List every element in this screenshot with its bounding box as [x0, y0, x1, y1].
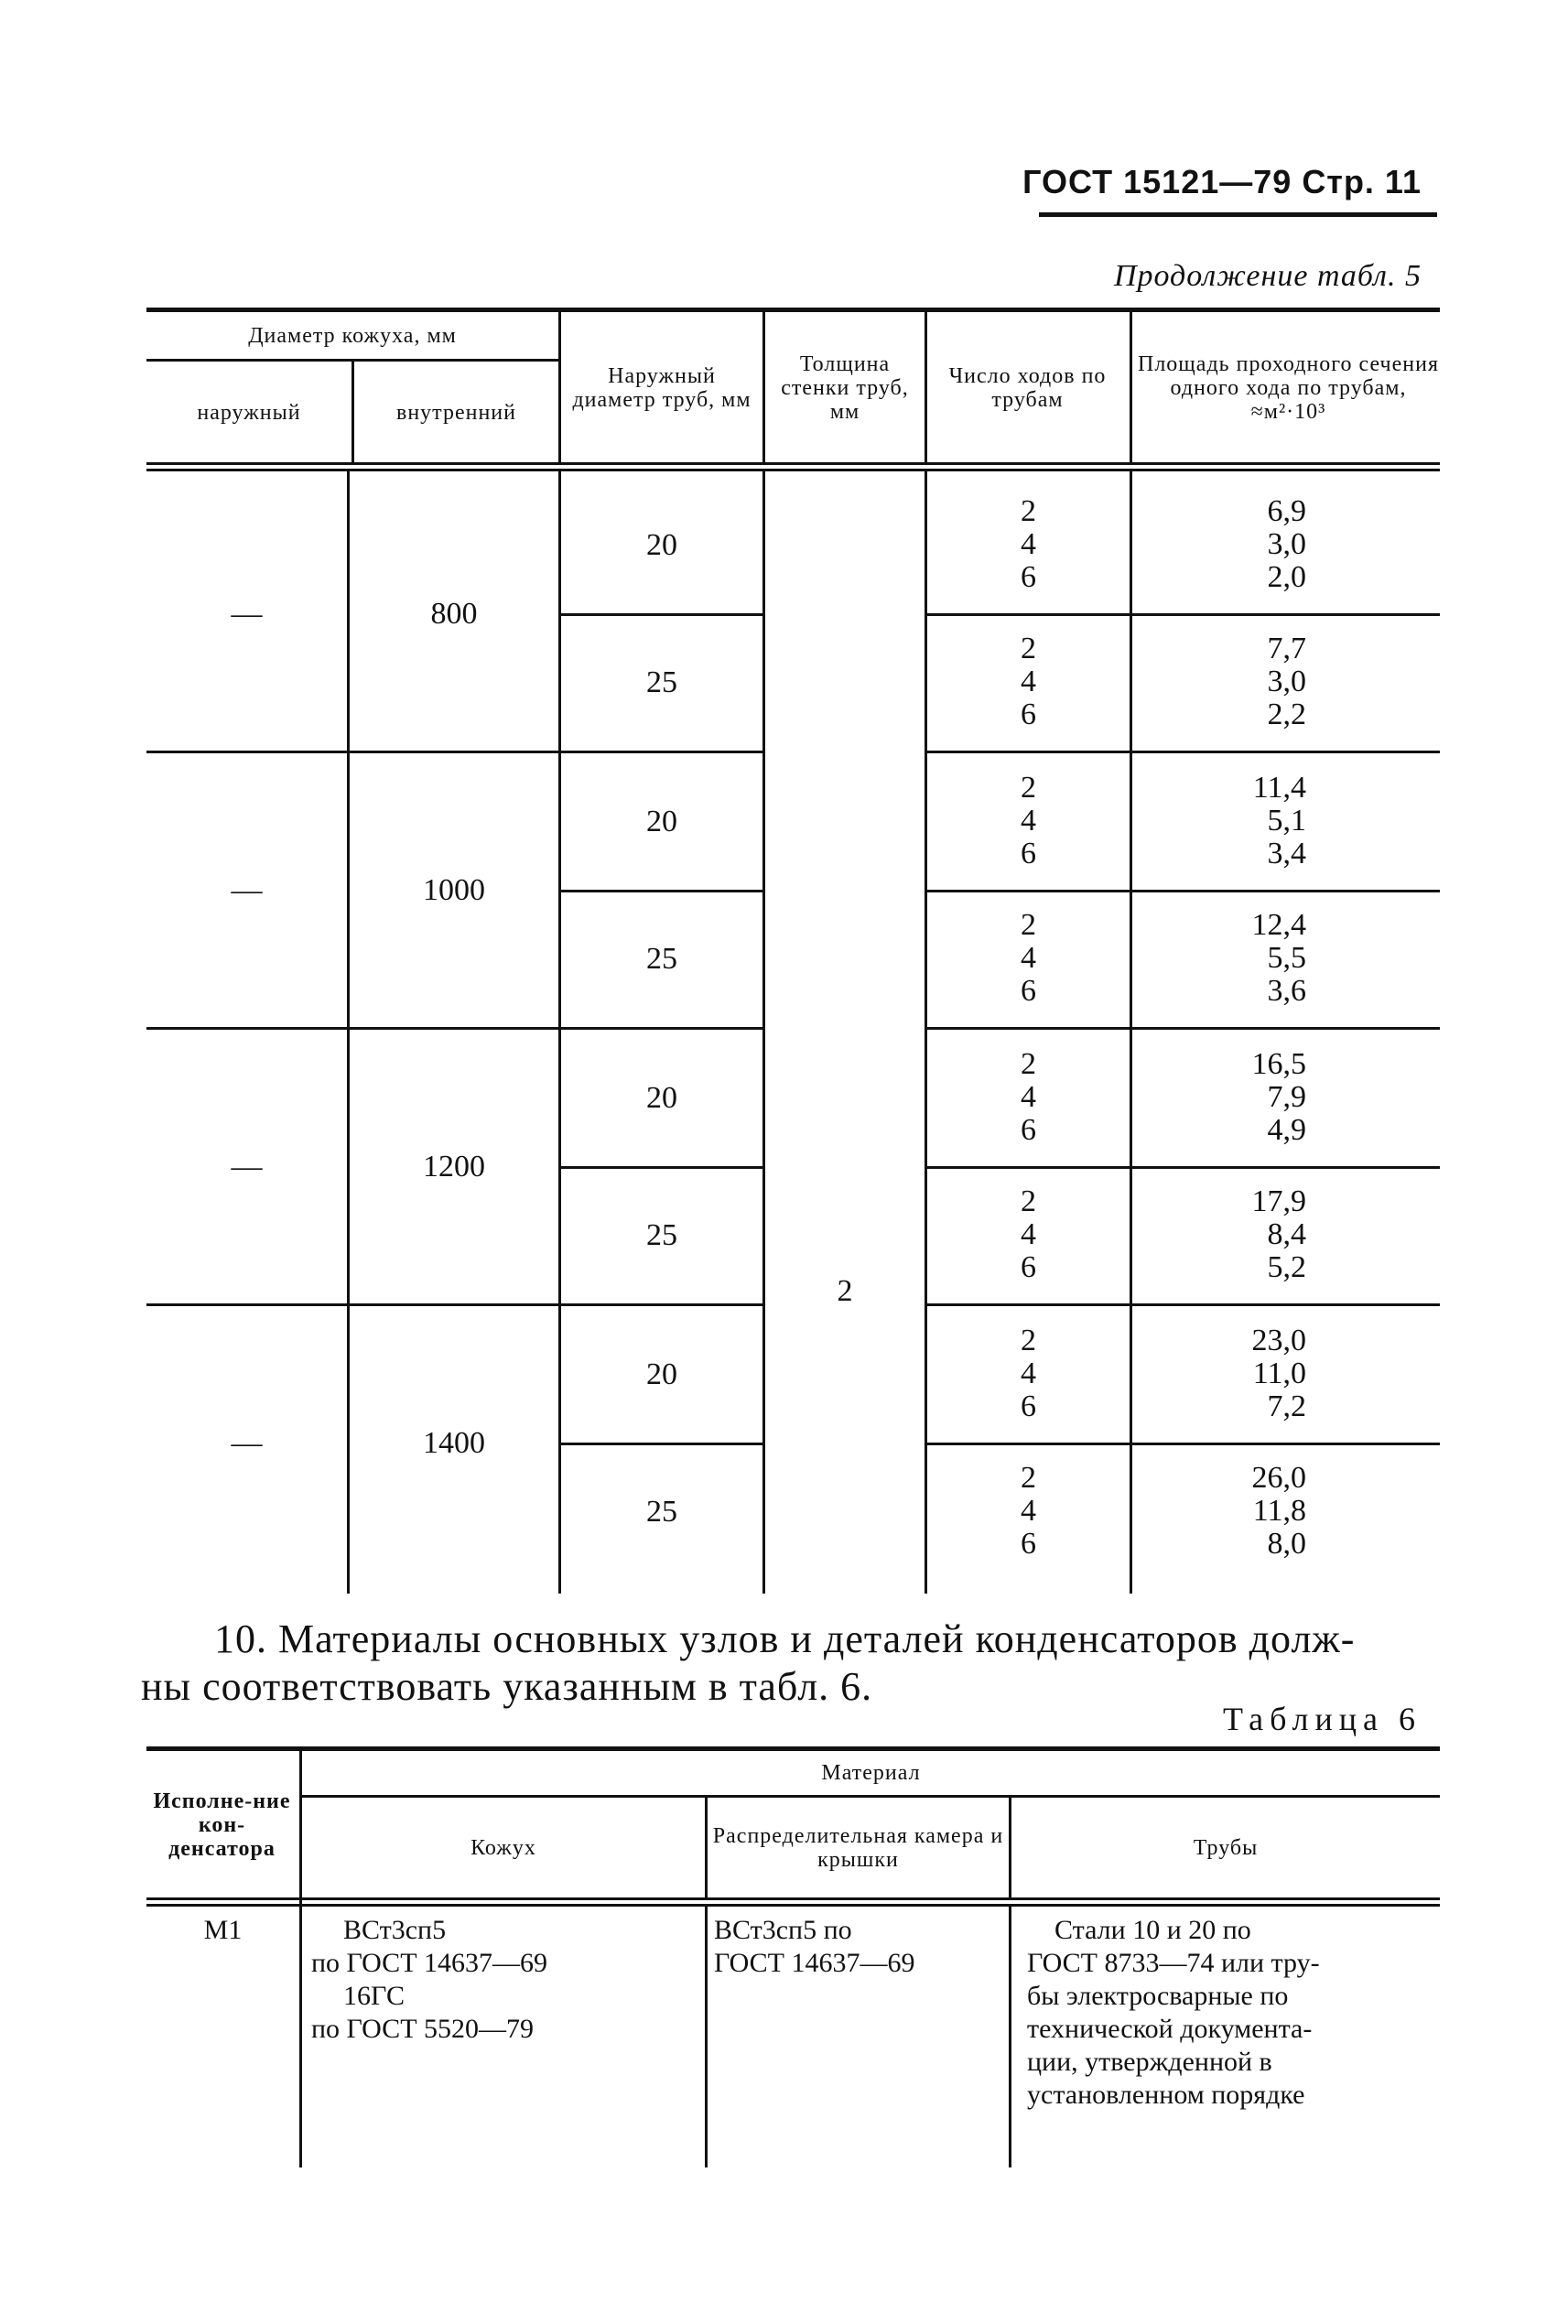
passes-value: 2 — [1021, 771, 1036, 805]
subgroup-rule — [561, 1166, 762, 1169]
table5-header-rule-2 — [146, 469, 1440, 471]
wall-thickness-value: 2 — [837, 1274, 853, 1308]
table5-header-rule-1 — [146, 462, 1440, 465]
outer-diameter-cell: — — [231, 1426, 263, 1460]
passes-value: 2 — [1021, 632, 1036, 665]
group-rule — [146, 1027, 762, 1030]
area-value: 11,4 — [1252, 771, 1306, 805]
group-rule — [925, 1303, 1440, 1306]
passes-value: 6 — [1021, 560, 1036, 594]
area-value: 5,2 — [1267, 1250, 1306, 1284]
material-line: по ГОСТ 14637—69 — [311, 1948, 548, 1978]
area-cell — [1132, 1462, 1306, 1561]
passes-cell — [927, 1462, 1130, 1561]
material-line: по ГОСТ 5520—79 — [311, 2014, 535, 2044]
passes-value: 2 — [1021, 494, 1036, 528]
material-line: установленном порядке — [1027, 2080, 1305, 2110]
tube-diameter-cell: 25 — [646, 1218, 677, 1252]
table-5 — [146, 308, 1440, 1598]
area-value: 3,0 — [1267, 527, 1306, 561]
table6-caption: Таблица 6 — [1223, 1701, 1422, 1737]
tubes-material-cell — [1027, 1914, 1398, 2112]
subgroup-rule — [561, 890, 762, 892]
passes-cell — [927, 1324, 1130, 1423]
passes-value: 4 — [1021, 1080, 1036, 1114]
subgroup-rule — [927, 890, 1440, 892]
outer-diameter-header: наружный — [197, 400, 301, 425]
chamber-material-cell — [714, 1914, 1007, 1980]
tube-diameter-cell: 25 — [646, 942, 677, 976]
passes-value: 4 — [1021, 527, 1036, 561]
group-rule — [925, 1027, 1440, 1030]
area-value: 8,0 — [1267, 1527, 1306, 1561]
material-line: ВСт3сп5 — [343, 1915, 447, 1945]
header-rule — [1039, 212, 1437, 217]
area-value: 7,9 — [1267, 1080, 1306, 1114]
table-6 — [146, 1746, 1440, 2177]
page-header — [1022, 163, 1422, 201]
passes-value: 4 — [1021, 665, 1036, 698]
material-header: Материал — [821, 1761, 921, 1785]
passes-cell — [927, 909, 1130, 1008]
passes-value: 6 — [1021, 837, 1036, 870]
passes-cell — [927, 632, 1130, 731]
material-line: ГОСТ 8733—74 или тру- — [1027, 1948, 1320, 1978]
table6-header-rule-2 — [146, 1904, 1440, 1907]
inner-diameter-cell: 1400 — [423, 1426, 485, 1460]
version-cell: M1 — [203, 1915, 243, 1945]
table5-hdr-vline — [558, 312, 561, 463]
material-line: ции, утвержденной в — [1027, 2047, 1272, 2077]
table6-vline — [1009, 1907, 1011, 2167]
paragraph-line: ны соответствовать указанным в табл. 6. — [141, 1664, 873, 1709]
passes-value: 6 — [1021, 1113, 1036, 1147]
wall-thickness-header: Толщина стенки труб, мм — [781, 352, 909, 424]
tube-diameter-header: Наружный диаметр труб, мм — [572, 364, 752, 412]
material-line: 16ГС — [343, 1981, 405, 2011]
passes-value: 2 — [1021, 1184, 1036, 1218]
subgroup-rule — [561, 613, 762, 616]
passes-value: 4 — [1021, 1217, 1036, 1251]
area-value: 23,0 — [1251, 1324, 1306, 1357]
area-value: 7,7 — [1267, 632, 1306, 665]
area-value: 16,5 — [1251, 1047, 1306, 1081]
area-value: 5,1 — [1267, 804, 1306, 838]
material-line: Стали 10 и 20 по — [1054, 1915, 1251, 1945]
subgroup-rule — [927, 1166, 1440, 1169]
table6-group-rule — [302, 1795, 1440, 1798]
table6-header-rule-1 — [146, 1897, 1440, 1900]
paragraph-10 — [141, 1616, 1441, 1711]
area-value: 3,4 — [1267, 837, 1306, 870]
area-value: 4,9 — [1267, 1113, 1306, 1147]
area-value: 2,2 — [1267, 697, 1306, 731]
passes-cell — [927, 772, 1130, 870]
table5-body-vline — [762, 471, 765, 1594]
area-header: Площадь проходного сечения одного хода по трубам, ≈м²·10³ — [1138, 352, 1439, 424]
chamber-header: Распределительная камера и крышки — [712, 1823, 1004, 1872]
subgroup-rule — [561, 1443, 762, 1445]
area-value: 8,4 — [1267, 1217, 1306, 1251]
inner-diameter-cell: 1000 — [423, 873, 485, 907]
area-value: 3,0 — [1267, 665, 1306, 698]
subgroup-rule — [927, 1443, 1440, 1445]
passes-value: 6 — [1021, 1527, 1036, 1561]
passes-value: 4 — [1021, 1357, 1036, 1390]
tube-diameter-cell: 25 — [646, 1495, 677, 1529]
inner-diameter-header: внутренний — [396, 400, 516, 425]
area-value: 3,6 — [1267, 974, 1306, 1008]
passes-cell — [927, 495, 1130, 594]
shell-diameter-header: Диаметр кожуха, мм — [248, 324, 457, 348]
outer-diameter-cell: — — [231, 1150, 263, 1184]
material-line: ВСт3сп5 по — [714, 1915, 852, 1945]
table5-continuation: Продолжение табл. 5 — [1113, 259, 1422, 293]
table5-hdr-vline — [762, 312, 765, 463]
passes-value: 4 — [1021, 1494, 1036, 1528]
passes-value: 6 — [1021, 974, 1036, 1008]
group-rule — [146, 1303, 762, 1306]
outer-diameter-cell: — — [231, 873, 263, 907]
passes-value: 4 — [1021, 941, 1036, 975]
group-rule — [146, 751, 762, 753]
page-number: Стр. 11 — [1302, 163, 1422, 200]
material-line: технической документа- — [1027, 2014, 1313, 2044]
area-value: 5,5 — [1267, 941, 1306, 975]
area-cell — [1132, 1048, 1306, 1147]
passes-value: 2 — [1021, 1047, 1036, 1081]
passes-value: 6 — [1021, 697, 1036, 731]
area-value: 2,0 — [1267, 560, 1306, 594]
table5-hdr-vline — [1130, 312, 1132, 463]
area-value: 17,9 — [1251, 1184, 1306, 1218]
area-cell — [1132, 495, 1306, 594]
area-value: 12,4 — [1251, 908, 1306, 942]
table5-body-vline — [558, 471, 561, 1594]
passes-cell — [927, 1185, 1130, 1284]
tube-diameter-cell: 20 — [646, 805, 677, 838]
standard-number: ГОСТ 15121—79 — [1022, 163, 1292, 200]
area-value: 6,9 — [1267, 494, 1306, 528]
passes-value: 6 — [1021, 1389, 1036, 1423]
tube-diameter-cell: 20 — [646, 1081, 677, 1115]
area-cell — [1132, 1185, 1306, 1284]
area-cell — [1132, 632, 1306, 731]
passes-header: Число ходов по трубам — [948, 364, 1107, 412]
table5-top-rule — [146, 308, 1440, 312]
passes-value: 2 — [1021, 1461, 1036, 1495]
table6-vline — [705, 1907, 708, 2167]
passes-value: 2 — [1021, 1324, 1036, 1357]
shell-header: Кожух — [470, 1835, 536, 1860]
area-value: 11,0 — [1252, 1357, 1306, 1390]
outer-diameter-cell: — — [231, 597, 263, 631]
subgroup-rule — [927, 613, 1440, 616]
material-line: бы электросварные по — [1027, 1981, 1289, 2011]
area-value: 11,8 — [1252, 1494, 1306, 1528]
table6-top-rule — [146, 1746, 1440, 1751]
passes-cell — [927, 1048, 1130, 1147]
passes-value: 2 — [1021, 908, 1036, 942]
version-header: Исполне-ние кон-денсатора — [153, 1789, 291, 1861]
passes-value: 4 — [1021, 804, 1036, 838]
tubes-header: Трубы — [1193, 1835, 1259, 1860]
inner-diameter-cell: 800 — [430, 597, 478, 631]
shell-material-cell — [302, 1914, 705, 2046]
area-value: 7,2 — [1267, 1389, 1306, 1423]
group-rule — [925, 751, 1440, 753]
tube-diameter-cell: 20 — [646, 1357, 677, 1391]
area-cell — [1132, 1324, 1306, 1423]
inner-diameter-cell: 1200 — [423, 1150, 485, 1184]
area-cell — [1132, 772, 1306, 870]
tube-diameter-cell: 25 — [646, 665, 677, 699]
passes-value: 6 — [1021, 1250, 1036, 1284]
material-line: ГОСТ 14637—69 — [714, 1948, 915, 1978]
table5-hdr-vline — [925, 312, 927, 463]
area-value: 26,0 — [1251, 1461, 1306, 1495]
tube-diameter-cell: 20 — [646, 528, 677, 562]
area-cell — [1132, 909, 1306, 1008]
paragraph-line: 10. Материалы основных узлов и деталей конденсаторов долж- — [214, 1616, 1356, 1661]
